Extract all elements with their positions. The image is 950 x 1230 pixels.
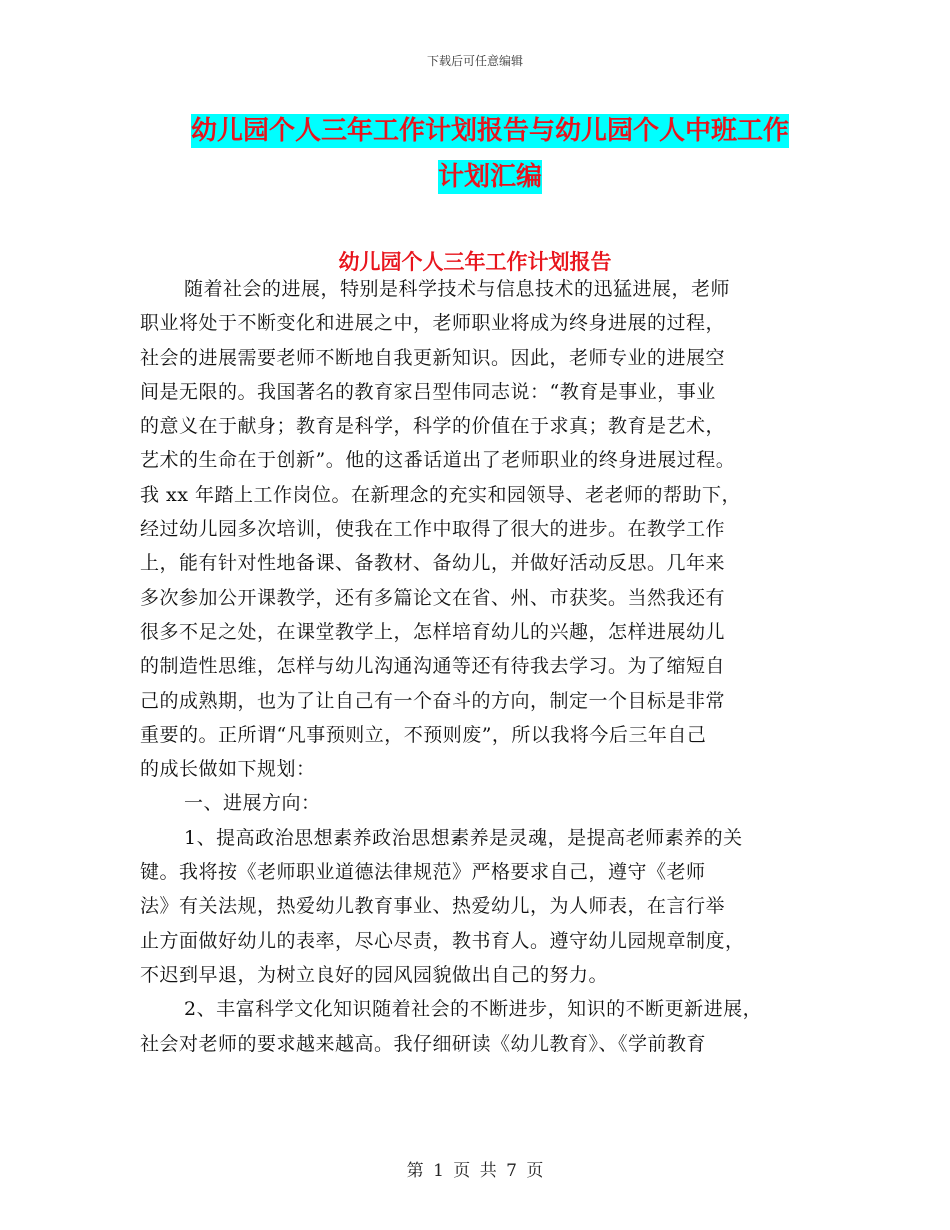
title-line-2: 计划汇编 (437, 162, 542, 192)
text-line: 经过幼儿园多次培训，使我在工作中取得了很大的进步。在教学工作 (140, 518, 726, 541)
text-line: 己的成熟期，也为了让自己有一个奋斗的方向，制定一个目标是非常 (140, 689, 726, 712)
text-line: 社会的进展需要老师不断地自我更新知识。因此，老师专业的进展空 (140, 346, 726, 369)
text-line: 一、进展方向： (184, 792, 321, 815)
text-line: 键。我将按《老师职业道德法律规范》严格要求自己，遵守《老师 (140, 861, 706, 884)
paragraph-item-1 (140, 821, 820, 992)
document-title (140, 108, 840, 200)
text-line: 很多不足之处，在课堂教学上，怎样培育幼儿的兴趣，怎样进展幼儿 (140, 620, 726, 643)
body-text (140, 272, 820, 1061)
text-line: 的制造性思维，怎样与幼儿沟通沟通等还有待我去学习。为了缩短自 (140, 655, 726, 678)
page-footer: 第 1 页 共 7 页 (406, 1161, 544, 1181)
text-line: 止方面做好幼儿的表率，尽心尽责，教书育人。遵守幼儿园规章制度， (140, 929, 745, 952)
paragraph-direction-heading (140, 786, 820, 820)
text-line: 随着社会的进展，特别是科学技术与信息技术的迅猛进展，老师 (184, 278, 731, 300)
text-line: 的意义在于献身；教育是科学，科学的价值在于求真；教育是艺术， (140, 415, 726, 438)
text-line: 2、丰富科学文化知识随着社会的不断进步，知识的不断更新进展， (184, 998, 763, 1021)
text-line: 社会对老师的要求越来越高。我仔细研读《幼儿教育》、《学前教育 (140, 1032, 707, 1055)
text-line: 职业将处于不断变化和进展之中，老师职业将成为终身进展的过程， (140, 312, 726, 335)
text-line: 我 xx 年踏上工作岗位。在新理念的充实和园领导、老老师的帮助下， (140, 483, 742, 506)
text-line: 1、提高政治思想素养政治思想素养是灵魂，是提高老师素养的关 (184, 826, 743, 849)
paragraph-item-2 (140, 992, 820, 1061)
text-line: 的成长做如下规划： (140, 758, 316, 781)
text-line: 上，能有针对性地备课、备教材、备幼儿，并做好活动反思。几年来 (140, 552, 726, 575)
text-line: 不迟到早退，为树立良好的园风园貌做出自己的努力。 (140, 963, 609, 986)
text-line: 法》有关法规，热爱幼儿教育事业、热爱幼儿，为人师表，在言行举 (140, 895, 726, 918)
header-note: 下载后可任意编辑 (426, 54, 523, 68)
text-line: 重要的。正所谓“凡事预则立，不预则废”，所以我将今后三年自己 (140, 723, 707, 746)
text-line: 间是无限的。我国著名的教育家吕型伟同志说：“教育是事业，事业 (140, 380, 716, 403)
title-line-1: 幼儿园个人三年工作计划报告与幼儿园个人中班工作 (190, 116, 789, 146)
text-line: 多次参加公开课教学，还有多篇论文在省、州、市获奖。当然我还有 (140, 586, 726, 609)
section-title: 幼儿园个人三年工作计划报告 (338, 250, 612, 274)
text-line: 艺术的生命在于创新”。他的这番话道出了老师职业的终身进展过程。 (140, 449, 736, 472)
paragraph-intro (140, 272, 820, 786)
